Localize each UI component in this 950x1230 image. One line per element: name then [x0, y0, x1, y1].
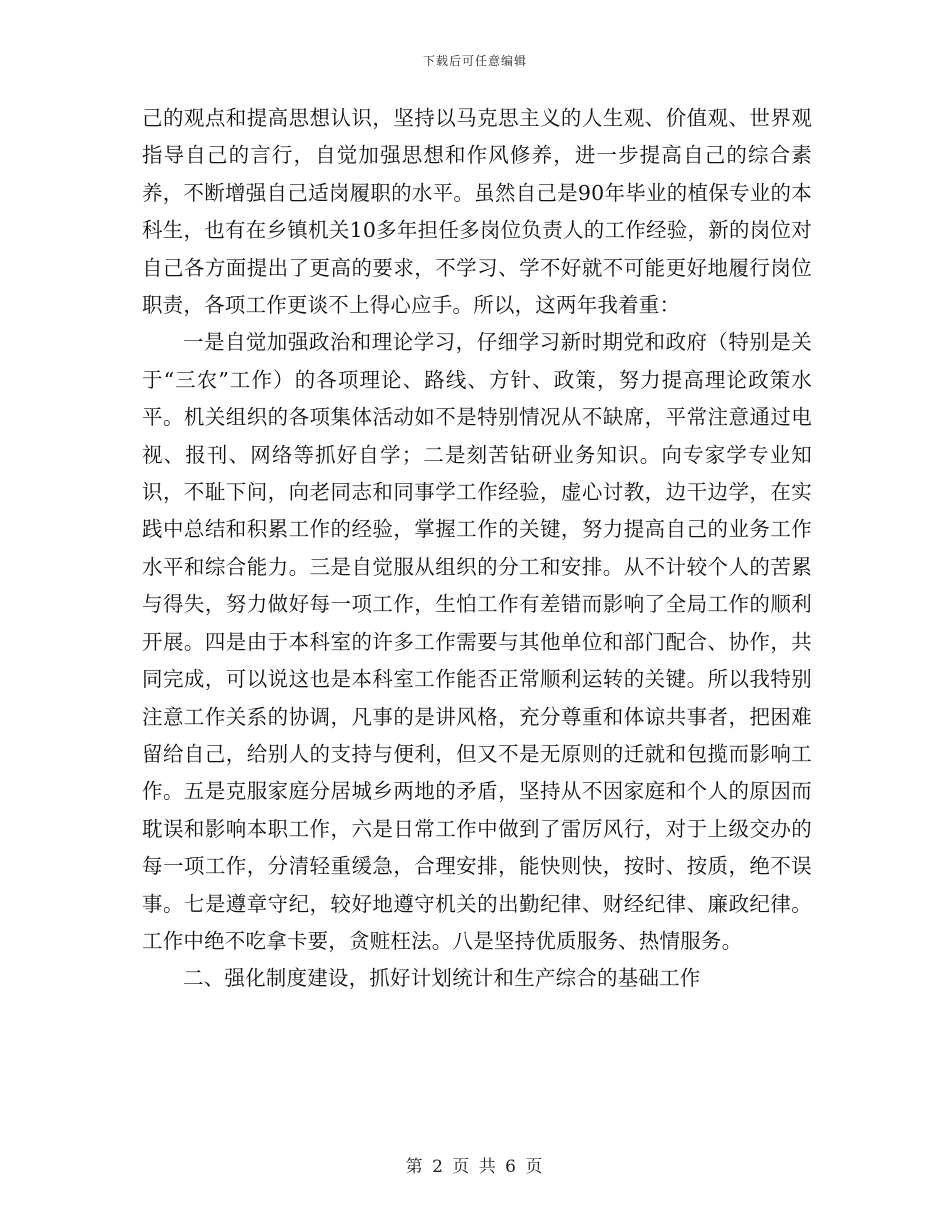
header-note: 下载后可任意编辑	[422, 54, 527, 68]
section-heading-two: 二、强化制度建设，抓好计划统计和生产综合的基础工作	[183, 966, 701, 991]
paragraph-continuation: 己的观点和提高思想认识，坚持以马克思主义的人生观、价值观、世界观指导自己的言行，自觉加强思想和作风修养，进一步提高自己的综合素养，不断增强自己适岗履职的水平。虽然自己是90年毕业的植保专业的本科生，也有在乡镇机关10多年担任多岗位负责人的工作经验，新的岗位对自己各方面提出了更高的要求，不学习、学不好就不可能更好地履行岗位职责，各项工作更谈不上得心应手。所以，这两年我着重：	[142, 106, 812, 318]
page-number: 第 2 页 共 6 页	[405, 1157, 545, 1177]
document-body	[142, 100, 812, 998]
paragraph-study-items: 一是自觉加强政治和理论学习，仔细学习新时期党和政府（特别是关于“三农”工作）的各项理论、路线、方针、政策，努力提高理论政策水平。机关组织的各项集体活动如不是特别情况从不缺席，平常注意通过电视、报刊、网络等抓好自学；二是刻苦钻研业务知识。向专家学专业知识，不耻下问，向老同志和同事学工作经验，虚心讨教，边干边学，在实践中总结和积累工作的经验，掌握工作的关键，努力提高自己的业务工作水平和综合能力。三是自觉服从组织的分工和安排。从不计较个人的苦累与得失，努力做好每一项工作，生怕工作有差错而影响了全局工作的顺利开展。四是由于本科室的许多工作需要与其他单位和部门配合、协作，共同完成，可以说这也是本科室工作能否正常顺利运转的关键。所以我特别注意工作关系的协调，凡事的是讲风格，充分尊重和体谅共事者，把困难留给自己，给别人的支持与便利，但又不是无原则的迁就和包揽而影响工作。五是克服家庭分居城乡两地的矛盾，坚持从不因家庭和个人的原因而耽误和影响本职工作，六是日常工作中做到了雷厉风行，对于上级交办的每一项工作，分清轻重缓急，合理安排，能快则快，按时、按质，绝不误事。七是遵章守纪，较好地遵守机关的出勤纪律、财经纪律、廉政纪律。工作中绝不吃拿卡要，贪赃枉法。八是坚持优质服务、热情服务。	[142, 330, 812, 953]
